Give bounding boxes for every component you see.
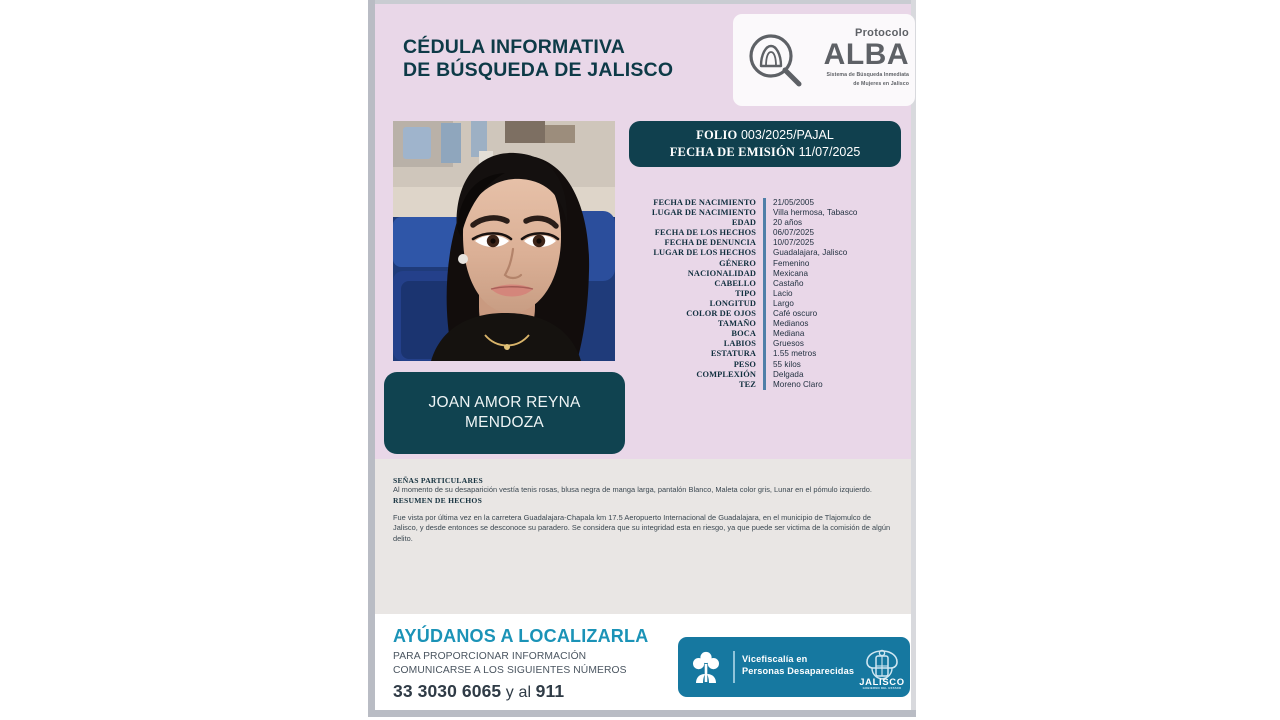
detail-row (629, 289, 901, 299)
vicefiscalia-flower-icon (690, 650, 722, 684)
alba-wordmark: ALBA (823, 38, 909, 71)
narrative-spacer (393, 505, 893, 513)
detail-row (629, 198, 901, 208)
detail-label: FECHA DE DENUNCIA (664, 238, 756, 248)
phone-primary[interactable]: 33 3030 6065 (393, 681, 502, 701)
detail-label: COLOR DE OJOS (686, 309, 756, 319)
detail-label: LABIOS (723, 339, 756, 349)
detail-label: PESO (733, 359, 756, 369)
detail-value: Delgada (773, 369, 804, 379)
detail-value: Moreno Claro (773, 379, 823, 389)
folio-label: FOLIO (696, 128, 738, 143)
detail-row (629, 208, 901, 218)
resumen-hechos-text: Fue vista por última vez en la carretera Guadalajara-Chapala km 17.5 Aeropuerto Internacional de Guadalajara, en el municipio de Tlajomulco de Jalisco, y desde entonces se desconoce su paradero. Se considera que su integridad esta en riesgo, ya que puede ser victima de la comisión de algún delito. (393, 512, 891, 544)
detail-value: Mediana (773, 329, 805, 339)
detail-row (629, 339, 901, 349)
detail-row (629, 349, 901, 359)
detail-label: GÉNERO (719, 258, 756, 268)
vicefiscalia-badge (678, 637, 910, 697)
poster-footer (375, 614, 911, 710)
detail-row (629, 319, 901, 329)
vicefiscalia-line2: Personas Desaparecidas (742, 666, 855, 677)
jalisco-tagline: GOBIERNO DEL ESTADO (862, 686, 902, 690)
viewer-scrollbar[interactable] (911, 0, 916, 710)
missing-person-name (429, 393, 581, 433)
detail-value: 10/07/2025 (773, 238, 815, 248)
detail-label: ESTATURA (710, 349, 756, 359)
detail-label: BOCA (731, 329, 756, 339)
magnifying-glass-woman-icon (747, 32, 805, 90)
vicefiscalia-label (742, 653, 854, 678)
emission-value: 11/07/2025 (798, 145, 861, 159)
page-title-line2: DE BÚSQUEDA DE JALISCO (403, 58, 674, 81)
poster-page (375, 4, 911, 710)
detail-value: 06/07/2025 (773, 228, 815, 238)
detail-label: LONGITUD (709, 298, 756, 308)
alba-subtitle-line1: Sistema de Búsqueda Inmediata (826, 72, 909, 78)
detail-row (629, 248, 901, 258)
help-instructions-line2: COMUNICARSE A LOS SIGUIENTES NÚMEROS (393, 664, 627, 676)
senas-particulares-heading: SEÑAS PARTICULARES (393, 476, 483, 485)
detail-value: Guadalajara, Jalisco (773, 248, 848, 258)
contact-phone-numbers[interactable] (393, 681, 564, 702)
detail-row (629, 299, 901, 309)
detail-row (629, 329, 901, 339)
detail-value: Lacio (773, 288, 793, 298)
detail-label: TEZ (738, 379, 756, 389)
detail-value: Largo (773, 298, 794, 308)
resumen-hechos-heading: RESUMEN DE HECHOS (393, 495, 483, 505)
detail-label: CABELLO (714, 278, 756, 288)
poster-main-panel (375, 114, 911, 459)
detail-row (629, 370, 901, 380)
protocolo-alba-logo (733, 14, 915, 106)
detail-row (629, 228, 901, 238)
help-instructions (393, 650, 627, 677)
narrative-content (393, 476, 893, 545)
detail-label: TIPO (735, 288, 756, 298)
detail-row (629, 380, 901, 390)
detail-value: Café oscuro (773, 309, 818, 319)
missing-person-name-plate (384, 372, 625, 454)
detail-value: 55 kilos (773, 359, 801, 369)
detail-value: 1.55 metros (773, 349, 817, 359)
detail-label: TAMAÑO (717, 319, 756, 329)
detail-value: 20 años (773, 218, 803, 228)
alba-logo-text (805, 28, 909, 87)
detail-row (629, 238, 901, 248)
folio-block (629, 121, 901, 167)
alba-subtitle-line2: de Mujeres en Jalisco (853, 80, 909, 87)
detail-row (629, 269, 901, 279)
alba-protocolo-word: Protocolo (854, 27, 909, 39)
viewer-bottom-edge (368, 710, 916, 717)
detail-label: LUGAR DE NACIMIENTO (651, 208, 756, 218)
detail-row (629, 309, 901, 319)
detail-value: Mexicana (773, 268, 809, 278)
person-details-table (629, 198, 901, 390)
badge-divider (733, 651, 735, 683)
detail-value: Gruesos (773, 339, 804, 349)
detail-value: Villa hermosa, Tabasco (773, 208, 858, 218)
page-title (403, 36, 673, 81)
vicefiscalia-line1: Vicefiscalía en (742, 654, 808, 664)
emission-date-row (670, 144, 861, 161)
detail-row (629, 360, 901, 370)
detail-label: FECHA DE NACIMIENTO (653, 198, 756, 207)
detail-value: 21/05/2005 (773, 198, 815, 207)
detail-value: Medianos (773, 319, 809, 329)
page-title-line1: CÉDULA INFORMATIVA (403, 36, 626, 58)
detail-label: EDAD (731, 218, 756, 228)
detail-row (629, 279, 901, 289)
missing-person-photo (393, 121, 615, 361)
phone-emergency[interactable]: 911 (535, 681, 565, 701)
senas-particulares-text: Al momento de su desaparición vestía tenis rosas, blusa negra de manga larga, pantalón Blanco, Maleta color gris, Lunar en el pómulo izquierdo. (393, 485, 873, 494)
detail-label: NACIONALIDAD (687, 268, 756, 278)
help-headline: AYÚDANOS A LOCALIZARLA (393, 626, 649, 646)
detail-label: LUGAR DE LOS HECHOS (653, 248, 756, 258)
name-line1: JOAN AMOR REYNA (428, 394, 581, 412)
detail-row (629, 259, 901, 269)
help-instructions-line1: PARA PROPORCIONAR INFORMACIÓN (393, 651, 587, 662)
phone-conjunction: y al (501, 684, 536, 701)
viewer-left-gutter (368, 0, 375, 710)
jalisco-wordmark: JALISCO (859, 676, 905, 687)
poster-header (375, 4, 911, 114)
detail-value: Femenino (773, 258, 810, 268)
detail-row (629, 218, 901, 228)
narrative-panel (375, 459, 911, 614)
folio-number-row (696, 127, 834, 144)
detail-label: FECHA DE LOS HECHOS (654, 228, 756, 238)
folio-value: 003/2025/PAJAL (740, 128, 834, 143)
name-line2: MENDOZA (465, 414, 544, 431)
emission-label: FECHA DE EMISIÓN (669, 145, 796, 159)
detail-value: Castaño (773, 278, 804, 288)
detail-label: COMPLEXIÓN (696, 369, 756, 379)
